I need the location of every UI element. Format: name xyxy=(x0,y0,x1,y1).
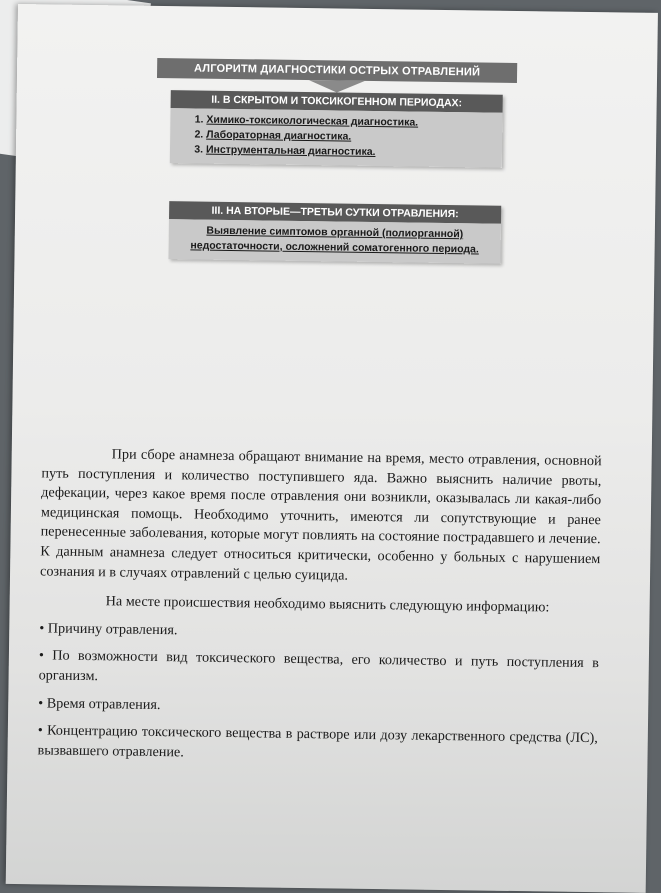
section-2-body xyxy=(170,108,503,168)
list-item: 1. Химико-токсикологическая диагностика. xyxy=(206,113,494,132)
body-text xyxy=(37,444,601,776)
bullet-item: • По возможности вид токсического вещества, его количество и путь поступления в организм. xyxy=(38,647,599,685)
section-2-list xyxy=(192,112,495,161)
document-page xyxy=(6,4,658,893)
bullet-item: • Время отравления. xyxy=(38,694,161,713)
section-3-body: Выявление симптомов органной (полиорганной) недостаточности, осложнений соматогенного периода. xyxy=(168,219,501,264)
list-item: 3. Инструментальная диагностика. xyxy=(206,143,494,162)
arrow-down-icon xyxy=(309,80,365,93)
algorithm-diagram xyxy=(154,58,517,264)
paragraph: При сборе анамнеза обращают внимание на время, место отравления, основной путь поступления и количество поступившего яда. Важно выяснить наличие рвоты, дефекации, через какое время после отравления они возникли, оказывалась ли какая-либо медицинская помощь. Необходимо уточнить, имеются ли сопутствующие и ранее перенесенные заболевания, которые могут повлиять на состояние пострадавшего и лечение. К данным анамнеза следует относиться критически, особенно у больных с нарушением сознания и в случаях отравлений с целью суицида. xyxy=(39,446,602,584)
paragraph: На месте происшествия необходимо выяснить следующую информацию: xyxy=(105,593,550,616)
list-item: 2. Лабораторная диагностика. xyxy=(206,128,494,147)
section-2-box xyxy=(170,90,503,168)
section-2-heading: II. В СКРЫТОМ И ТОКСИКОГЕННОМ ПЕРИОДАХ: xyxy=(171,90,503,113)
bullet-item: • Причину отравления. xyxy=(39,620,178,639)
section-3-box xyxy=(168,201,501,264)
bullet-item: • Концентрацию токсического вещества в растворе или дозу лекарственного средства (ЛС), вызвавшего отравление. xyxy=(37,722,598,761)
algorithm-title: АЛГОРИТМ ДИАГНОСТИКИ ОСТРЫХ ОТРАВЛЕНИЙ xyxy=(157,58,517,83)
section-3-heading: III. НА ВТОРЫЕ—ТРЕТЬИ СУТКИ ОТРАВЛЕНИЯ: xyxy=(169,201,501,224)
